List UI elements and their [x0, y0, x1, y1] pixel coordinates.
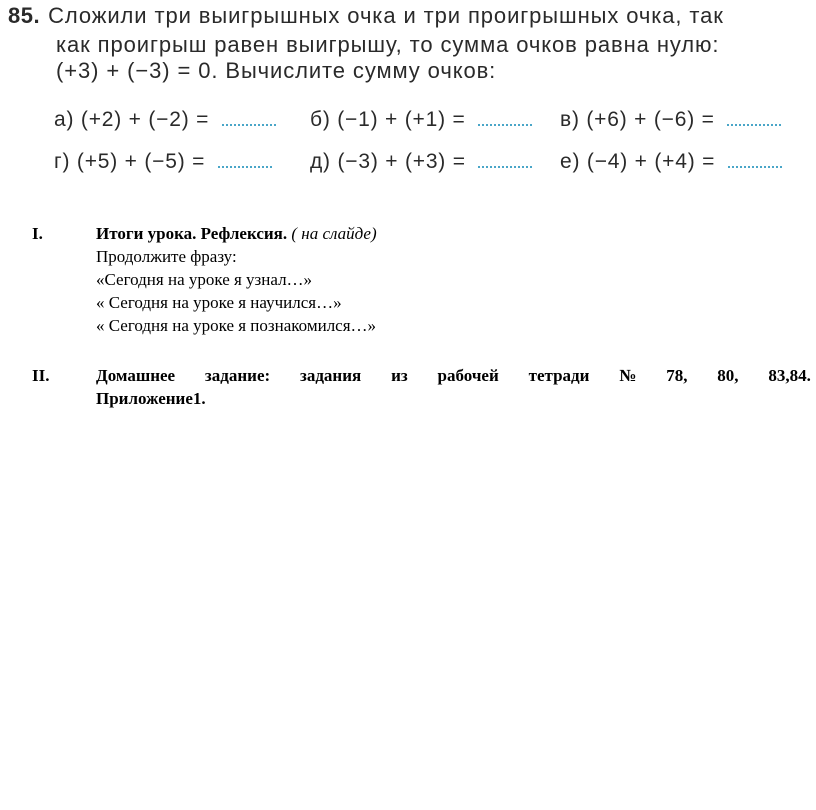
homework-word: №: [619, 366, 637, 385]
answer-blank[interactable]: [478, 152, 532, 168]
homework-word: задания: [300, 366, 362, 385]
section-note: ( на слайде): [291, 224, 377, 243]
exercise-expression: (+5) + (−5) =: [76, 150, 206, 173]
homework-word: Домашнее: [96, 366, 176, 385]
answer-blank[interactable]: [727, 110, 781, 126]
section-numeral: II.: [32, 366, 50, 385]
homework-word: тетради: [528, 366, 590, 385]
problem-number: 85.: [8, 3, 41, 28]
section-body: [96, 364, 811, 410]
exercise-e: [560, 150, 782, 174]
problem-text-1: Сложили три выигрышных очка и три проигрышных очка, так: [48, 3, 724, 28]
exercise-label: е): [560, 150, 581, 173]
reflection-line: Продолжите фразу:: [96, 247, 237, 266]
exercise-label: г): [54, 150, 71, 173]
exercise-expression: (−3) + (+3) =: [337, 150, 466, 173]
section-reflection: [0, 222, 816, 342]
homework-word: 78,: [666, 366, 688, 385]
homework-word: 83,84.: [768, 366, 811, 385]
exercise-label: д): [310, 150, 331, 173]
problem-line-1: [8, 3, 724, 29]
reflection-line: « Сегодня на уроке я познакомился…»: [96, 316, 377, 335]
exercise-expression: (−4) + (+4) =: [586, 150, 716, 173]
exercise-label: в): [560, 108, 580, 131]
homework-word: 80,: [717, 366, 739, 385]
problem-line-3: (+3) + (−3) = 0. Вычислите сумму очков:: [56, 58, 497, 83]
homework-word: из: [391, 366, 408, 385]
homework-appendix: Приложение1.: [96, 389, 206, 408]
reflection-line: « Сегодня на уроке я научился…»: [96, 293, 342, 312]
homework-word: задание:: [204, 366, 271, 385]
section-numeral: I.: [32, 224, 43, 243]
textbook-problem: [8, 0, 808, 182]
answer-blank[interactable]: [478, 110, 532, 126]
homework-word: рабочей: [437, 366, 499, 385]
problem-line-2: как проигрыш равен выигрышу, то сумма очков равна нулю:: [56, 32, 720, 57]
exercise-a: [54, 108, 276, 132]
section-title: Итоги урока. Рефлексия.: [96, 224, 288, 243]
exercise-b: [310, 108, 532, 132]
exercise-expression: (−1) + (+1) =: [337, 108, 466, 131]
exercise-expression: (+6) + (−6) =: [586, 108, 715, 131]
exercise-label: а): [54, 108, 75, 131]
answer-blank[interactable]: [222, 110, 276, 126]
exercise-label: б): [310, 108, 331, 131]
exercise-g: [54, 150, 272, 174]
homework-line: [96, 364, 811, 387]
exercise-v: [560, 108, 781, 132]
section-heading: [96, 222, 811, 245]
answer-blank[interactable]: [728, 152, 782, 168]
exercise-expression: (+2) + (−2) =: [80, 108, 210, 131]
answer-blank[interactable]: [218, 152, 272, 168]
section-homework: [0, 364, 816, 414]
section-body: [96, 222, 811, 337]
reflection-line: «Сегодня на уроке я узнал…»: [96, 270, 313, 289]
exercise-d: [310, 150, 532, 174]
